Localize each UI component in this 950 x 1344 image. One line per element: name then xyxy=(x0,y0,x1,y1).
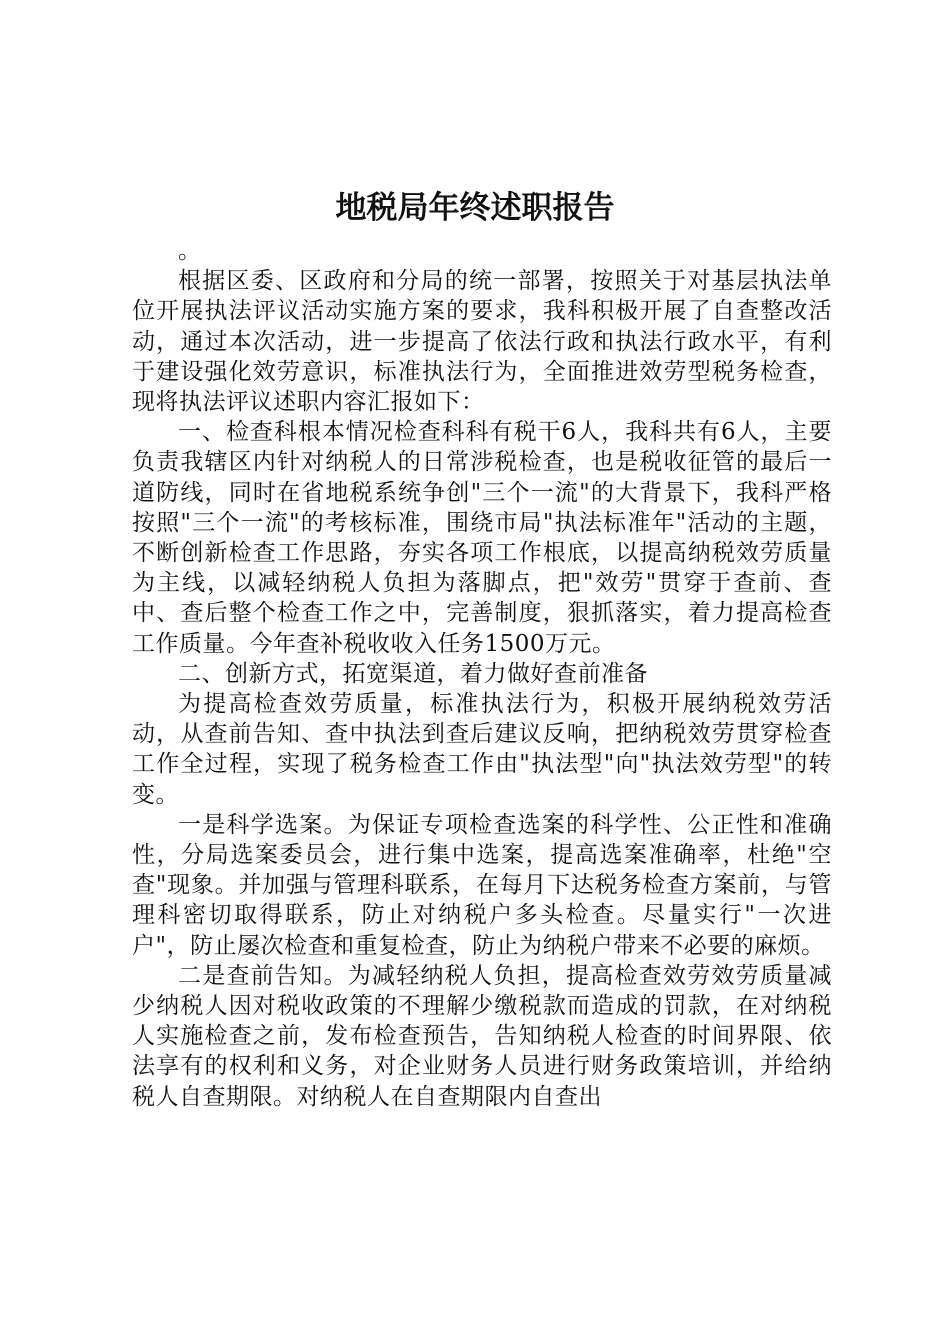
document-body xyxy=(132,236,832,1112)
paragraph-case-selection: 一是科学选案。为保证专项检查选案的科学性、公正性和准确性，分局选案委员会，进行集中选案，提高选案准确率，杜绝"空查"现象。并加强与管理科联系，在每月下达税务检查方案前，与管理科密切取得联系，防止对纳税户多头检查。尽量实行"一次进户"，防止屡次检查和重复检查，防止为纳税户带来不必要的麻烦。 xyxy=(132,811,832,959)
paragraph-section-1: 一、检查科根本情况检查科科有税干6人，我科共有6人，主要负责我辖区内针对纳税人的日常涉税检查，也是税收征管的最后一道防线，同时在省地税系统争创"三个一流"的大背景下，我科严格按照"三个一流"的考核标准，围绕市局"执法标准年"活动的主题，不断创新检查工作思路，夯实各项工作根底，以提高纳税效劳质量为主线，以减轻纳税人负担为落脚点，把"效劳"贯穿于查前、查中、查后整个检查工作之中，完善制度，狠抓落实，着力提高检查工作质量。今年查补税收收入任务1500万元。 xyxy=(132,419,832,657)
paragraph-intro: 根据区委、区政府和分局的统一部署，按照关于对基层执法单位开展执法评议活动实施方案的要求，我科积极开展了自查整改活动，通过本次活动，进一步提高了依法行政和执法行政水平，有利于建设强化效劳意识，标准执法行为，全面推进效劳型税务检查，现将执法评议述职内容汇报如下： xyxy=(132,268,832,416)
paragraph-fragment: 。 xyxy=(178,238,202,264)
document-title: 地税局年终述职报告 xyxy=(335,190,615,226)
paragraph-section-2: 为提高检查效劳质量，标准执法行为，积极开展纳税效劳活动，从查前告知、查中执法到查后建议反响，把纳税效劳贯穿检查工作全过程，实现了税务检查工作由"执法型"向"执法效劳型"的转变。 xyxy=(132,691,832,808)
paragraph-pre-inspection-notice: 二是查前告知。为减轻纳税人负担，提高检查效劳效劳质量减少纳税人因对税收政策的不理解少缴税款而造成的罚款，在对纳税人实施检查之前，发布检查预告，告知纳税人检查的时间界限、依法享有的权利和义务，对企业财务人员进行财务政策培训，并给纳税人自查期限。对纳税人在自查期限内自查出 xyxy=(132,962,832,1110)
section-heading-2: 二、创新方式，拓宽渠道，着力做好查前准备 xyxy=(178,660,648,687)
